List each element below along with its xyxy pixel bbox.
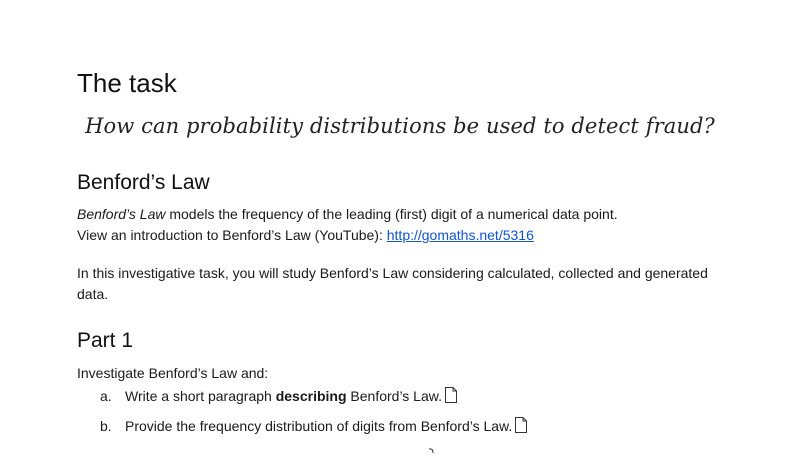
benford-term: Benford’s Law: [77, 206, 166, 222]
video-intro-text: View an introduction to Benford’s Law (YouTube):: [77, 227, 387, 243]
list-item-text-end: Benford’s Law.: [346, 388, 442, 404]
document-icon: [445, 387, 457, 403]
page-title: The task: [77, 68, 177, 98]
document-icon: [515, 417, 527, 433]
task-description-paragraph: In this investigative task, you will study Benford’s Law considering calculated, collected and generated data.: [77, 265, 708, 302]
list-item: [100, 416, 527, 437]
list-item: [100, 386, 457, 407]
benford-intro-text: models the frequency of the leading (first) digit of a numerical data point.: [165, 206, 618, 222]
benford-intro-paragraph: [77, 204, 717, 246]
part1-intro: Investigate Benford’s Law and:: [77, 365, 269, 381]
guiding-question: How can probability distributions be used to detect fraud?: [85, 114, 715, 138]
youtube-link[interactable]: http://gomaths.net/5316: [386, 227, 534, 243]
list-item-bold-text: describing: [275, 388, 347, 404]
list-item-text: Provide the frequency distribution of digits from Benford’s Law.: [125, 418, 513, 434]
section-heading-part1: Part 1: [77, 329, 134, 352]
list-marker: b.: [100, 418, 112, 434]
list-marker: a.: [100, 388, 112, 404]
partial-icon: [428, 442, 436, 450]
list-item-text: Write a short paragraph: [125, 388, 276, 404]
section-heading-benford: Benford’s Law: [77, 171, 210, 194]
